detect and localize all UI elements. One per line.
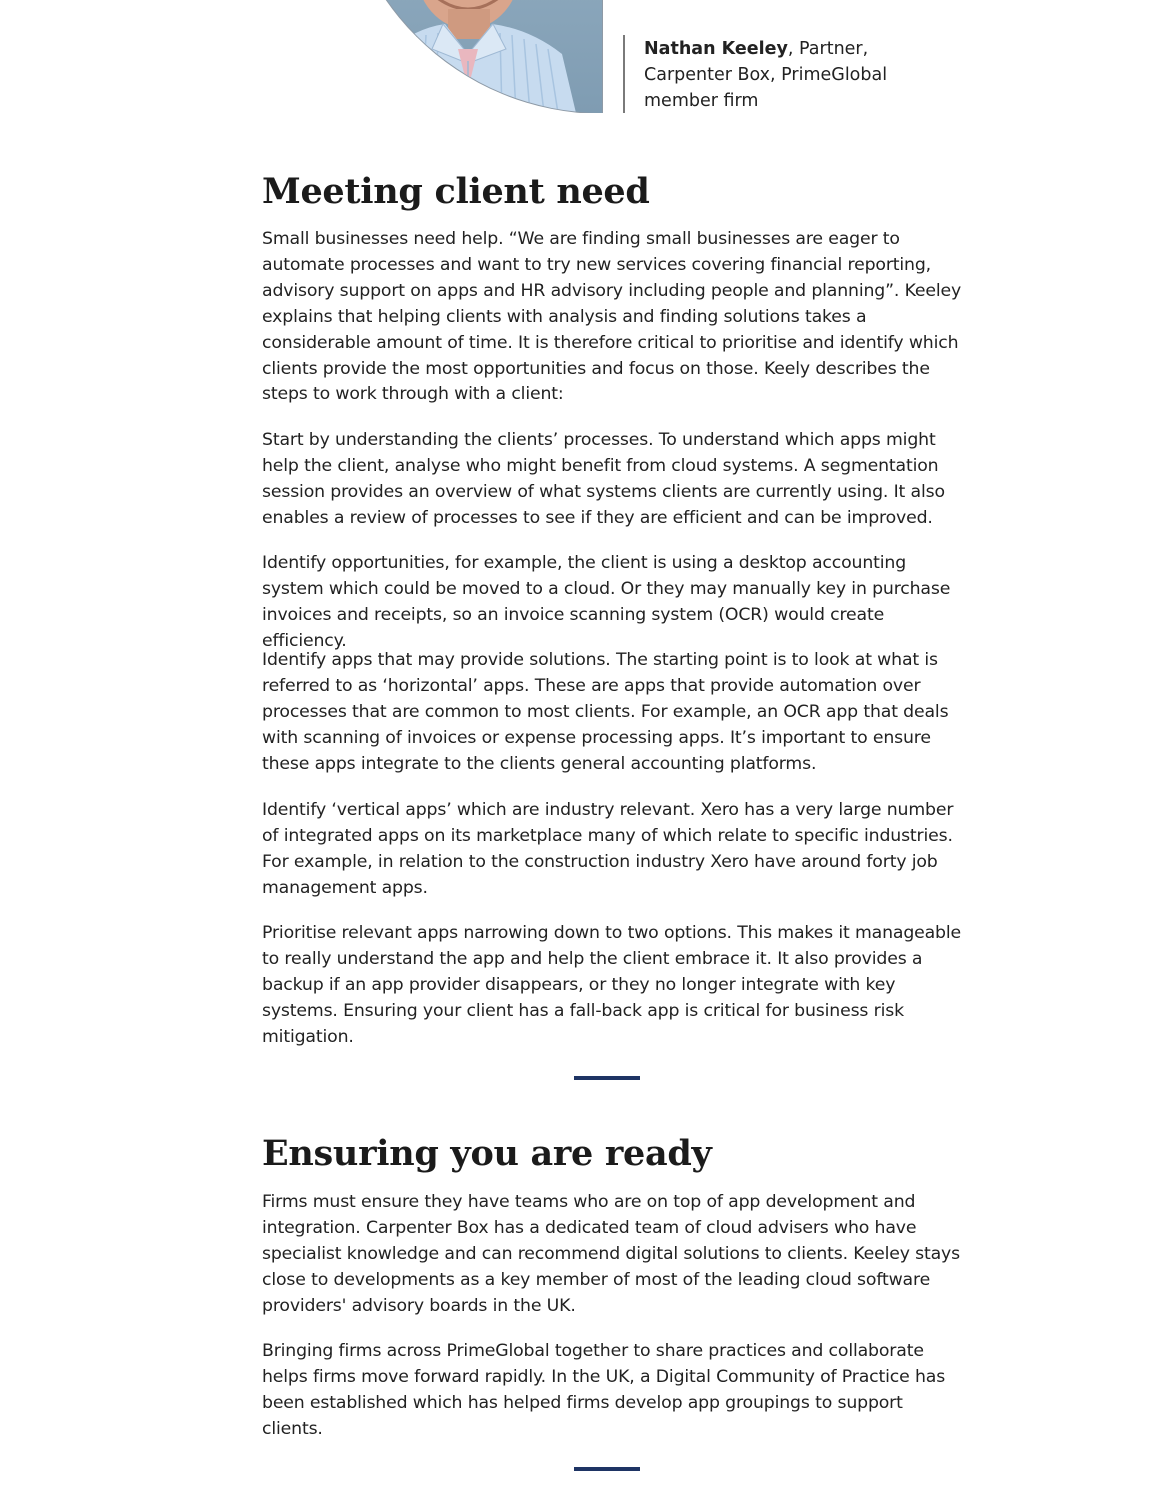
photo-caption bbox=[644, 36, 904, 114]
person-illustration bbox=[340, 0, 603, 113]
portrait-border bbox=[602, 0, 603, 113]
section1-paragraph-3 bbox=[262, 551, 962, 655]
paragraph: Identify opportunities, for example, the client is using a desktop accounting system which could be moved to a cloud. Or they may manually key in purchase invoices and receipts, so an invoice scanning system (OCR) would create efficiency. bbox=[262, 553, 951, 651]
section1-paragraph-6 bbox=[262, 921, 962, 1051]
section-divider-bottom bbox=[574, 1467, 640, 1471]
section-divider bbox=[574, 1076, 640, 1080]
paragraph: Start by understanding the clients’ processes. To understand which apps might help the client, analyse who might benefit from cloud systems. A segmentation session provides an overview of what systems clients are currently using. It also enables a review of processes to see if they are efficient and can be improved. bbox=[262, 430, 945, 528]
section2-paragraph-1 bbox=[262, 1190, 962, 1320]
portrait-image bbox=[339, 0, 603, 113]
section-heading: Ensuring you are ready bbox=[262, 1133, 712, 1174]
caption-person-name: Nathan Keeley bbox=[644, 39, 788, 59]
paragraph: Prioritise relevant apps narrowing down to two options. This makes it manageable to really understand the app and help the client embrace it. It also provides a backup if an app provider disappears, or they no longer integrate with key systems. Ensuring your client has a fall-back app is critical for business risk mitigation. bbox=[262, 923, 962, 1047]
paragraph: Identify apps that may provide solutions. The starting point is to look at what is referred to as ‘horizontal’ apps. These are apps that provide automation over processes that are common to most clients. For example, an OCR app that deals with scanning of invoices or expense processing apps. It’s important to ensure these apps integrate to the clients general accounting platforms. bbox=[262, 650, 949, 774]
section1-paragraph-5 bbox=[262, 798, 962, 902]
section1-paragraph-1 bbox=[262, 227, 962, 408]
section1-paragraph-4 bbox=[262, 648, 962, 778]
paragraph: Firms must ensure they have teams who are on top of app development and integration. Carpenter Box has a dedicated team of cloud advisers who have specialist knowledge and can recommend digital solutions to clients. Keeley stays close to developments as a key member of most of the leading cloud software providers' advisory boards in the UK. bbox=[262, 1192, 960, 1316]
caption-divider bbox=[623, 35, 625, 113]
paragraph: Small businesses need help. “We are finding small businesses are eager to automate processes and want to try new services covering financial reporting, advisory support on apps and HR advisory including people and planning”. Keeley explains that helping clients with analysis and finding solutions takes a considerable amount of time. It is therefore critical to prioritise and identify which clients provide the most opportunities and focus on those. Keely describes the steps to work through with a client: bbox=[262, 229, 962, 405]
paragraph: Bringing firms across PrimeGlobal together to share practices and collaborate helps firms move forward rapidly. In the UK, a Digital Community of Practice has been established which has helped firms develop app groupings to support clients. bbox=[262, 1341, 946, 1439]
section2-paragraph-2 bbox=[262, 1339, 962, 1443]
portrait-photo bbox=[339, 0, 603, 113]
section-meeting-client-need bbox=[262, 170, 962, 214]
caption-role: , Partner, Carpenter Box, PrimeGlobal member firm bbox=[644, 39, 888, 111]
paragraph: Identify ‘vertical apps’ which are industry relevant. Xero has a very large number of integrated apps on its marketplace many of which relate to specific industries. For example, in relation to the construction industry Xero have around forty job management apps. bbox=[262, 800, 954, 898]
section1-paragraph-2 bbox=[262, 428, 962, 532]
section-ensuring-you-are-ready bbox=[262, 1132, 962, 1176]
section-heading: Meeting client need bbox=[262, 171, 650, 212]
